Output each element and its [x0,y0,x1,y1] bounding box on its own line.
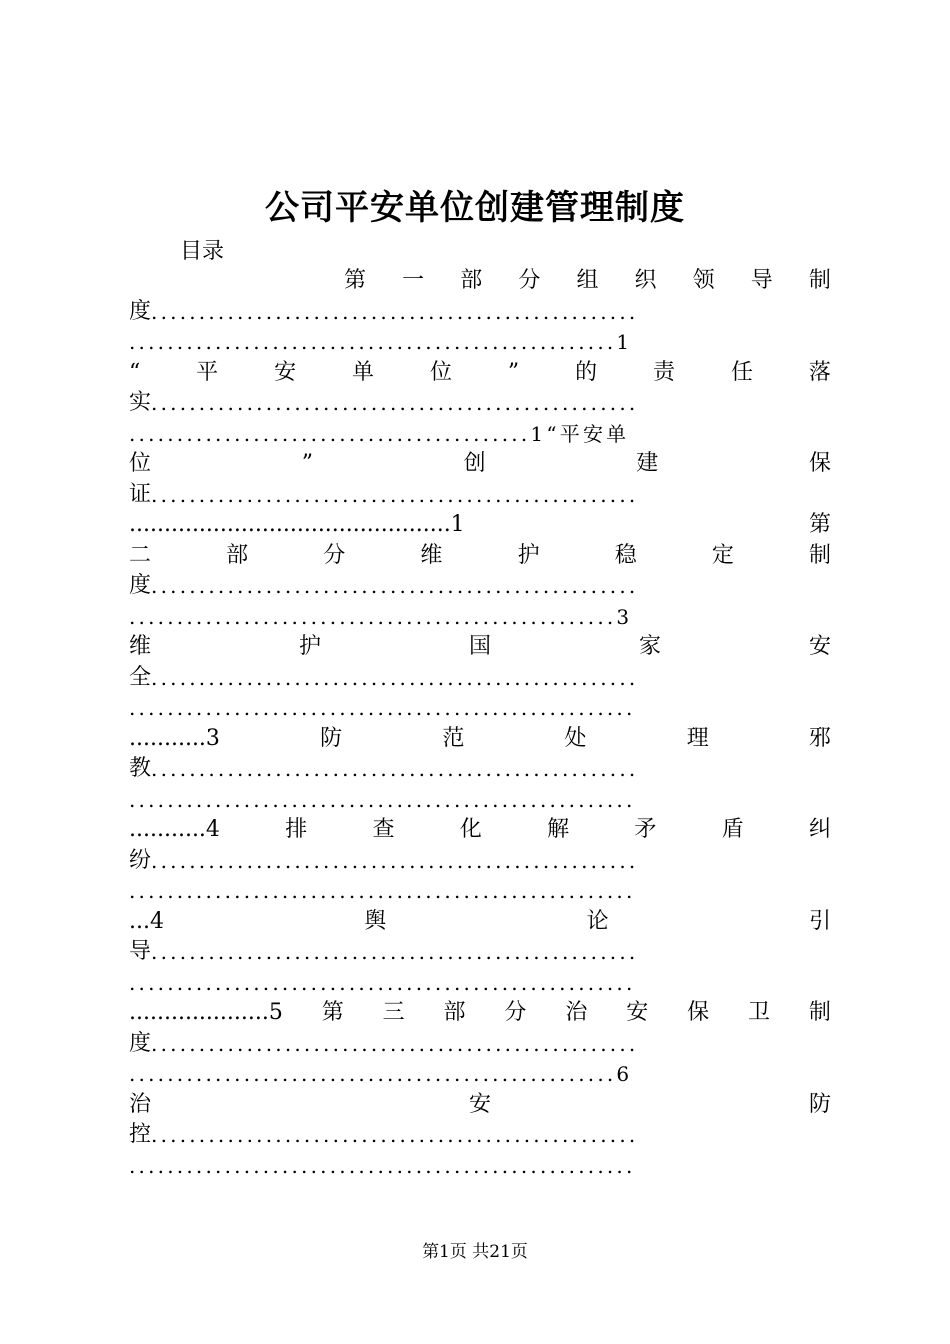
toc-text: 位 [429,359,452,385]
toc-text: ...........3 [129,725,220,751]
toc-text: 部 [443,1000,466,1025]
toc-text: 度 [129,573,152,598]
toc-text: 论 [586,908,609,934]
toc-heading: 目录 [180,239,225,264]
toc-text: 部 [460,268,483,293]
toc-text: 实 [129,390,152,415]
toc-text: 平 [196,359,219,385]
toc-text: ..................................................... [129,879,636,903]
toc-text: 保 [687,1000,710,1025]
toc-text: 导 [129,939,152,964]
toc-line [129,1029,831,1060]
toc-text: 护 [298,634,321,659]
toc-line [129,388,831,419]
toc-text: 卫 [747,1000,770,1025]
toc-text: 第 [321,1000,344,1025]
toc-line [129,480,831,511]
toc-text: ...................................................3 [129,604,633,629]
toc-text: 理 [686,725,709,751]
toc-text: 制 [808,1000,831,1025]
toc-line [129,1120,831,1151]
table-of-contents [129,266,831,1181]
toc-text: 第 [808,512,831,537]
toc-line [129,1059,831,1090]
toc-text: 国 [468,634,491,659]
toc-text: 安 [274,359,297,385]
toc-text: ..................................................... [129,1153,636,1178]
toc-line [129,724,831,755]
toc-line [129,632,831,663]
toc-text: 全 [129,664,152,690]
toc-text: ...................................................6 [129,1062,633,1086]
toc-text: 纠 [808,817,831,842]
toc-text: 家 [638,634,661,659]
toc-text: 责 [653,359,676,385]
toc-text: 查 [372,817,395,842]
toc-line [129,1090,831,1121]
toc-text: 的 [575,359,598,385]
toc-text: 纷 [129,847,152,873]
toc-line [129,297,831,328]
toc-text: 矛 [634,817,657,842]
toc-text: 维 [129,634,152,659]
toc-text: 范 [442,725,465,751]
toc-text: 安 [808,634,831,659]
document-title: 公司平安单位创建管理制度 [265,188,685,228]
toc-text: 邪 [808,725,831,751]
toc-text: 化 [459,817,482,842]
toc-line [129,785,831,816]
toc-text: 控 [129,1122,152,1147]
toc-text: 单 [352,359,375,385]
toc-text: ..................................................... [129,696,636,720]
toc-text: 分 [504,1000,527,1025]
toc-text: ................................................... [151,757,639,781]
toc-text: ...4 [129,908,164,934]
toc-text: 部 [226,542,249,568]
toc-text: 建 [636,451,659,476]
toc-text: 引 [808,908,831,934]
toc-text: “ [129,359,141,385]
toc-text: 治 [129,1091,152,1117]
toc-text: ................................................... [151,1123,639,1147]
toc-line [129,327,831,358]
toc-text: 织 [634,268,657,293]
toc-line [129,358,831,389]
toc-text: 位 [129,451,152,476]
toc-line [129,266,831,297]
toc-text: 盾 [721,817,744,842]
toc-line [129,1151,831,1182]
toc-line [129,876,831,907]
toc-line [129,693,831,724]
toc-text: 任 [730,359,753,385]
toc-text: 排 [285,817,308,842]
toc-text: ..................................................... [129,787,636,812]
toc-text: 领 [692,268,715,293]
toc-line [129,998,831,1029]
toc-text: 安 [468,1091,491,1117]
toc-line [129,602,831,633]
toc-text: 保 [808,451,831,476]
toc-text: 导 [750,268,773,293]
toc-text: 创 [463,451,486,476]
toc-text: ................................................... [151,482,639,507]
toc-text: ....................5 [129,1000,283,1025]
toc-text: ” [507,359,520,385]
toc-line [129,419,831,450]
toc-text: 安 [626,1000,649,1025]
toc-text: 解 [547,817,570,842]
toc-line [129,449,831,480]
toc-text: 稳 [614,542,637,568]
toc-text: ..........................................1“平安单 [129,421,630,446]
toc-text: ................................................... [151,574,639,598]
toc-text: 处 [564,725,587,751]
toc-line [129,846,831,877]
toc-text: ..................................................... [129,970,636,995]
toc-text: 制 [808,268,831,293]
toc-text: 分 [518,268,541,293]
toc-line [129,754,831,785]
toc-text: ................................................... [151,665,639,690]
toc-text: 防 [320,725,343,751]
toc-text: 定 [711,542,734,568]
toc-text: 治 [565,1000,588,1025]
toc-text: ...........4 [129,817,220,842]
page-footer: 第1页 共21页 [422,1242,528,1262]
toc-line [129,968,831,999]
toc-text: ..............................................1 [129,512,465,537]
toc-text: 二 [129,542,152,568]
toc-text: 第 [344,268,367,293]
toc-text: 防 [808,1091,831,1117]
toc-text: 护 [517,542,540,568]
toc-text: 制 [808,542,831,568]
toc-text: 度 [129,1030,152,1056]
toc-text: 一 [402,268,425,293]
toc-text: ................................................... [151,1031,639,1056]
toc-text: 证 [129,481,152,507]
toc-line [129,937,831,968]
toc-text: 教 [129,756,152,781]
toc-line [129,907,831,938]
toc-text: 落 [808,359,831,385]
toc-text: 分 [323,542,346,568]
toc-line [129,510,831,541]
toc-text: ................................................... [151,391,639,415]
toc-text: 舆 [364,908,387,934]
toc-line [129,571,831,602]
toc-text: ................................................... [151,299,639,324]
toc-line [129,541,831,572]
toc-text: ...................................................1 [129,330,633,354]
toc-text: 维 [420,542,443,568]
toc-text: ” [301,451,313,476]
toc-text: 三 [382,1000,405,1025]
toc-line [129,815,831,846]
toc-text: 组 [576,268,599,293]
toc-text: ................................................... [151,848,639,873]
toc-line [129,663,831,694]
toc-text: 度 [129,298,152,324]
toc-text: ................................................... [151,940,639,964]
